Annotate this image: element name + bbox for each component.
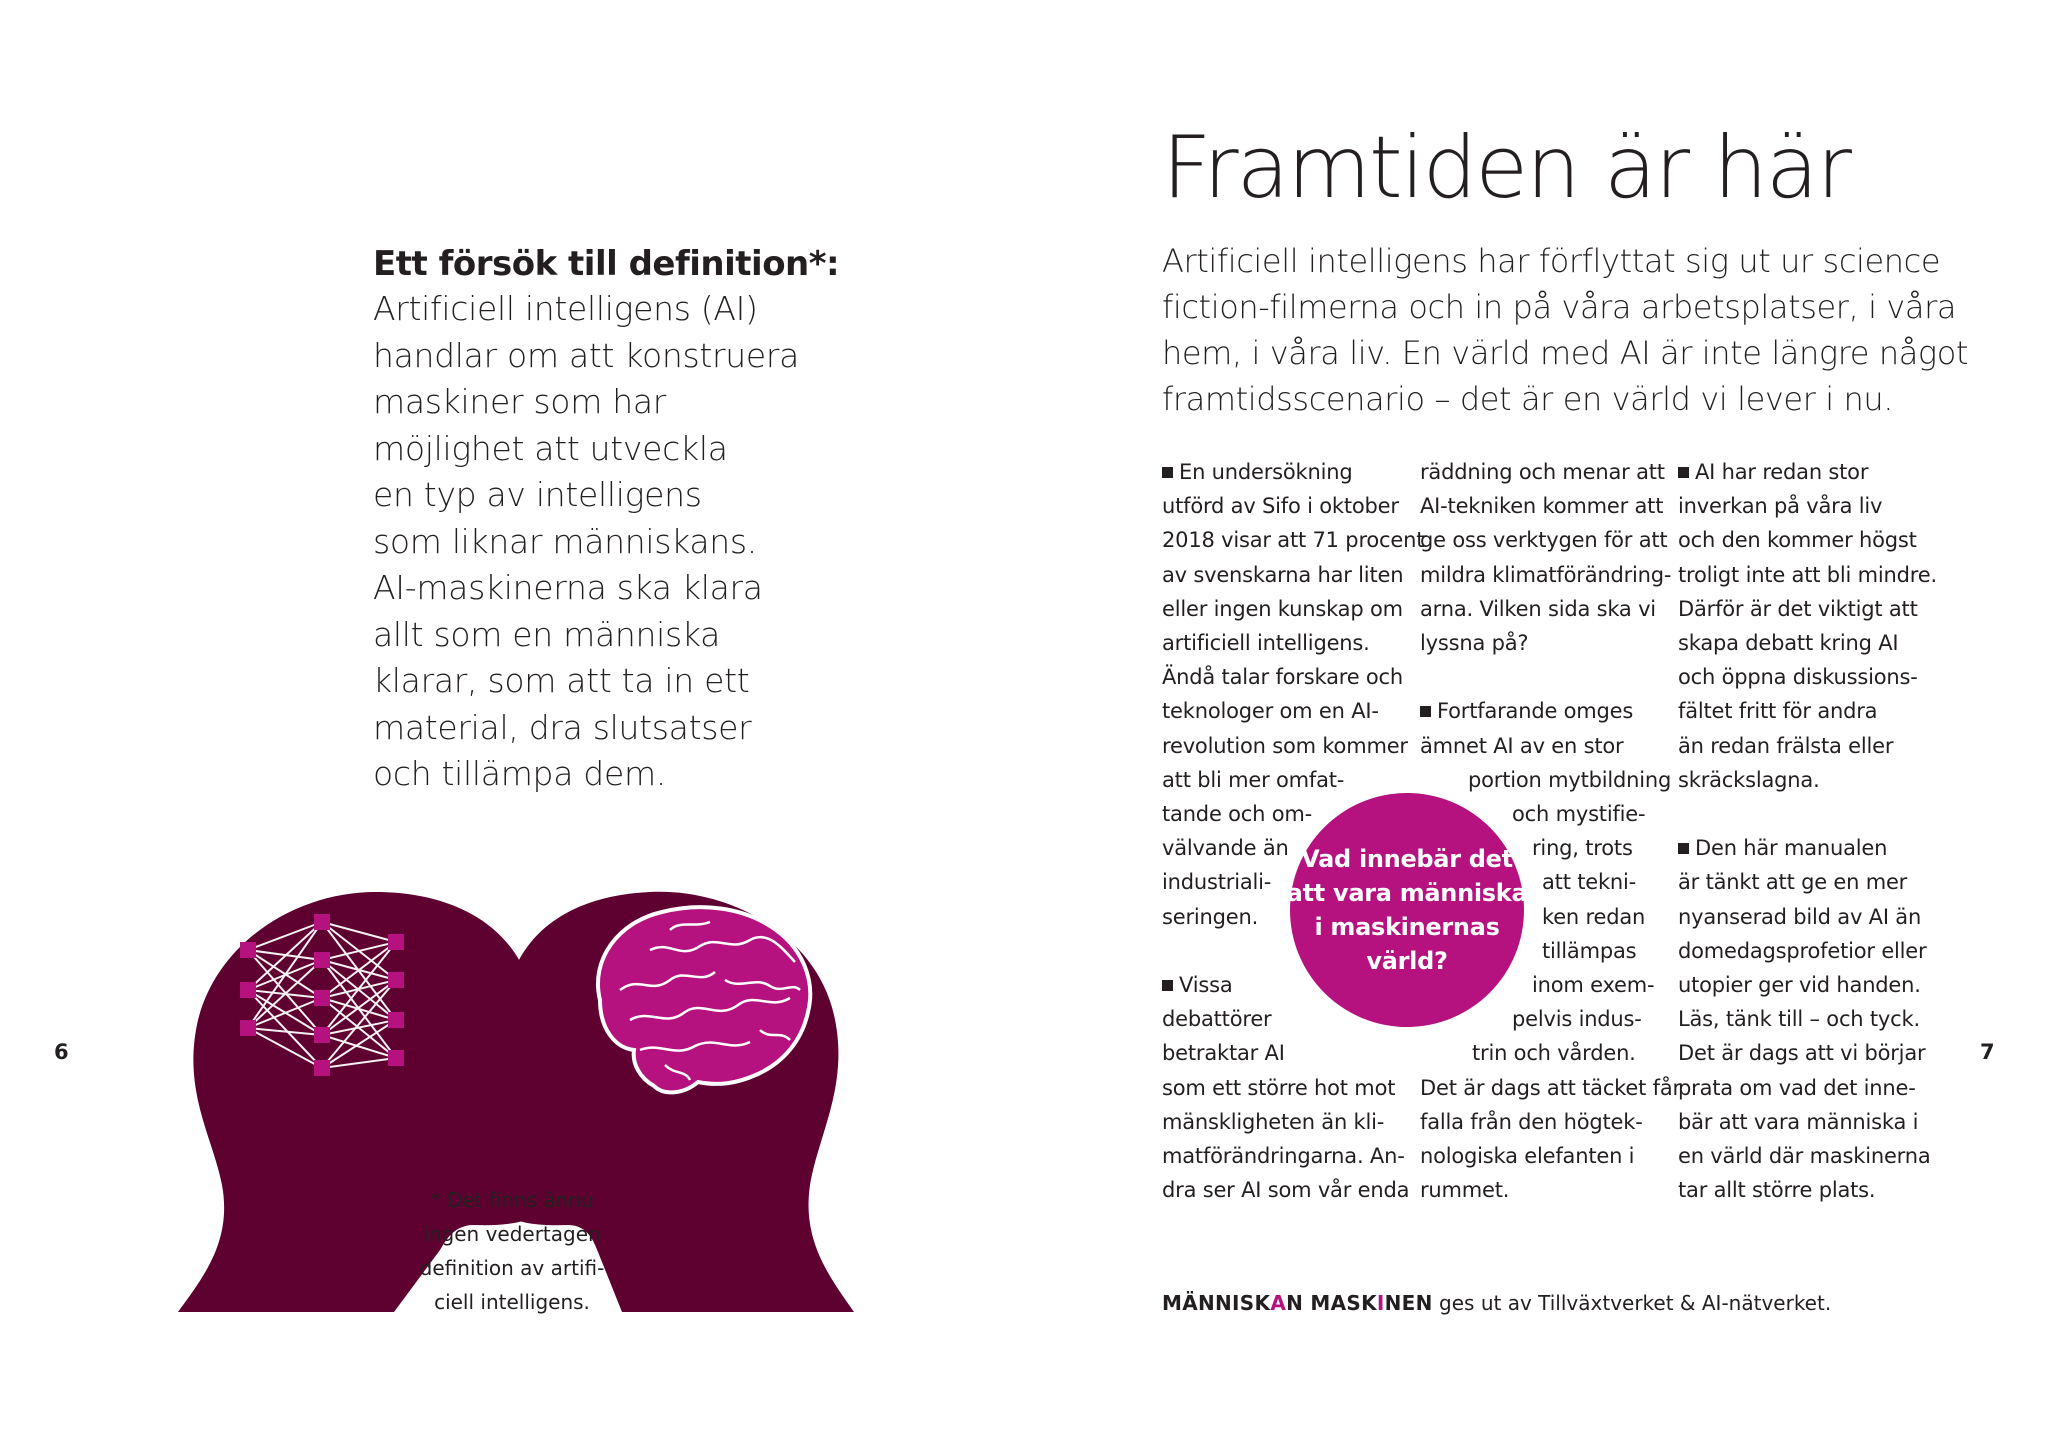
- column-line: [1472, 1041, 1636, 1065]
- column-line-text: troligt inte att bli mindre.: [1678, 562, 1937, 587]
- column-line-text: och den kommer högst: [1678, 528, 1917, 553]
- bullet-marker: [1678, 467, 1689, 478]
- column-line: [1532, 836, 1633, 860]
- column-line-text: En undersökning: [1179, 460, 1353, 484]
- definition-line: material, dra slutsatser: [373, 707, 752, 747]
- definition-line: handlar om att konstruera: [373, 335, 800, 375]
- column-line-text: och mystifie-: [1512, 802, 1646, 826]
- column-line-text: eller ingen kunskap om: [1162, 596, 1403, 621]
- column-line: [1678, 460, 1868, 484]
- column-line: [1678, 699, 1877, 723]
- column-line: [1420, 1076, 1681, 1100]
- column-line: [1420, 1144, 1634, 1168]
- column-line: [1678, 870, 1907, 894]
- column-line: [1678, 1007, 1920, 1031]
- column-line: [1162, 768, 1344, 792]
- column-line: [1162, 1041, 1285, 1065]
- column-line-text: som ett större hot mot: [1162, 1075, 1396, 1100]
- footnote-line: * Det finns ännu: [430, 1188, 594, 1212]
- footnote-line: ciell intelligens.: [434, 1290, 590, 1314]
- footer-brand: MÄNNISKAN MASKINEN: [1162, 1291, 1433, 1315]
- bullet-marker: [1678, 843, 1689, 854]
- column-line-text: falla från den högtek-: [1420, 1109, 1643, 1134]
- column-line-text: domedagsprofetior eller: [1678, 938, 1927, 963]
- column-line: [1678, 905, 1921, 929]
- definition-line: möjlighet att utveckla: [373, 428, 728, 468]
- column-line: [1542, 870, 1636, 894]
- footnote-line: definition av artifi-: [419, 1256, 605, 1280]
- column-line-text: är tänkt att ge en mer: [1678, 870, 1908, 895]
- column-line: [1678, 1110, 1918, 1134]
- bullet-marker: [1162, 980, 1173, 991]
- column-line-text: betraktar AI: [1162, 1041, 1285, 1066]
- column-line-text: dra ser AI som vår enda: [1162, 1178, 1410, 1203]
- column-line: [1678, 528, 1917, 552]
- bullet-marker: [1420, 706, 1431, 717]
- column-line: [1678, 597, 1918, 621]
- column-line-text: inverkan på våra liv: [1678, 494, 1883, 519]
- column-line-text: Läs, tänk till – och tyck.: [1678, 1007, 1920, 1032]
- column-line: [1678, 1144, 1931, 1168]
- definition-line: klarar, som att ta in ett: [373, 661, 750, 700]
- definition-line: Artificiell intelligens (AI): [373, 289, 758, 328]
- column-line: [1420, 460, 1665, 484]
- column-line-text: Därför är det viktigt att: [1678, 596, 1918, 621]
- heads-illustration: [170, 880, 860, 1320]
- column-line-text: en värld där maskinerna: [1678, 1144, 1931, 1168]
- column-line-text: mildra klimatförändring-: [1420, 562, 1672, 587]
- column-line: [1162, 494, 1399, 518]
- column-line: [1678, 1041, 1925, 1065]
- column-line: [1162, 1144, 1405, 1168]
- column-line-text: att bli mer omfat-: [1162, 767, 1345, 792]
- column-line: [1162, 802, 1312, 826]
- column-line: [1162, 665, 1403, 689]
- column-line: [1162, 699, 1379, 723]
- column-line: [1420, 563, 1671, 587]
- column-line: [1420, 734, 1623, 758]
- head-with-brain-icon: [472, 892, 854, 1312]
- column-line-text: seringen.: [1162, 904, 1259, 929]
- column-line-text: inom exem-: [1532, 973, 1655, 997]
- page-number-right: 7: [1980, 1040, 1995, 1064]
- column-line-text: debattörer: [1162, 1007, 1272, 1032]
- column-line: [1678, 768, 1820, 792]
- column-line-text: ring, trots: [1532, 836, 1633, 861]
- column-line: [1678, 836, 1887, 860]
- column-line: [1162, 563, 1403, 587]
- column-line-text: räddning och menar att: [1420, 460, 1665, 484]
- definition-line: maskiner som har: [373, 382, 667, 421]
- pull-quote-line: att vara människa: [1286, 879, 1528, 907]
- column-line: [1678, 494, 1882, 518]
- column-line: [1420, 699, 1633, 723]
- column-line: [1162, 870, 1271, 894]
- column-line-text: och öppna diskussions-: [1678, 665, 1918, 690]
- intro-line: Artificiell intelligens har förflyttat sig ut ur science: [1162, 242, 1941, 280]
- column-line: [1162, 1076, 1395, 1100]
- column-line-text: fältet fritt för andra: [1678, 699, 1878, 724]
- column-line-text: ämnet AI av en stor: [1420, 733, 1624, 758]
- column-line: [1512, 1007, 1642, 1031]
- column-line: [1162, 1178, 1409, 1202]
- pull-quote-line: värld?: [1366, 947, 1448, 975]
- column-line-text: av svenskarna har liten: [1162, 562, 1404, 587]
- column-line-text: teknologer om en AI-: [1162, 699, 1379, 724]
- definition-line: allt som en människa: [373, 614, 721, 654]
- definition-heading: Ett försök till definition*:: [373, 244, 840, 284]
- definition-line: en typ av intelligens: [373, 475, 702, 514]
- pull-quote-line: i maskinernas: [1314, 913, 1500, 941]
- column-line-text: tande och om-: [1162, 802, 1312, 826]
- column-line: [1162, 597, 1403, 621]
- intro-line: hem, i våra liv. En värld med AI är inte längre något: [1162, 334, 1969, 372]
- column-line: [1420, 631, 1528, 655]
- column-line-text: Vissa: [1179, 973, 1233, 997]
- column-line-text: ken redan: [1542, 904, 1646, 929]
- column-line-text: skapa debatt kring AI: [1678, 631, 1899, 655]
- column-line: [1162, 460, 1353, 484]
- column-line-text: artificiell intelligens.: [1162, 631, 1370, 655]
- column-line: [1678, 939, 1926, 963]
- bullet-marker: [1162, 467, 1173, 478]
- column-line-text: 2018 visar att 71 procent: [1162, 528, 1425, 553]
- column-line: [1678, 1178, 1875, 1202]
- footnote-line: ingen vedertagen: [423, 1222, 601, 1246]
- column-line: [1162, 734, 1408, 758]
- definition-line: och tillämpa dem.: [373, 754, 666, 793]
- column-line: [1468, 768, 1671, 792]
- column-line: [1162, 1110, 1384, 1134]
- column-line: [1678, 734, 1893, 758]
- column-line-text: att tekni-: [1542, 870, 1637, 895]
- column-line-text: industriali-: [1162, 870, 1272, 895]
- column-line-text: skräckslagna.: [1678, 767, 1820, 792]
- column-line: [1162, 528, 1424, 552]
- column-line: [1678, 1076, 1916, 1100]
- column-line-text: utförd av Sifo i oktober: [1162, 494, 1399, 519]
- column-line-text: prata om vad det inne-: [1678, 1075, 1916, 1100]
- column-line: [1162, 1007, 1272, 1031]
- page-number-left: 6: [54, 1040, 69, 1064]
- intro-line: framtidsscenario – det är en värld vi lever i nu.: [1162, 380, 1894, 418]
- column-line-text: Ändå talar forskare och: [1162, 665, 1404, 690]
- column-line-text: nologiska elefanten i: [1420, 1144, 1635, 1168]
- column-line-text: Det är dags att vi börjar: [1678, 1041, 1926, 1066]
- page-title: Framtiden är här: [1162, 118, 1850, 218]
- column-line-text: lyssna på?: [1420, 631, 1529, 655]
- column-line: [1542, 905, 1645, 929]
- column-line: [1420, 1178, 1509, 1202]
- column-line-text: tar allt större plats.: [1678, 1178, 1876, 1203]
- column-line: [1512, 802, 1645, 826]
- column-line-text: nyanserad bild av AI än: [1678, 904, 1922, 929]
- column-line: [1678, 665, 1918, 689]
- pull-quote-circle: [1286, 793, 1528, 1027]
- column-line: [1162, 836, 1289, 860]
- column-line: [1420, 528, 1667, 552]
- column-line-text: arna. Vilken sida ska vi: [1420, 596, 1656, 621]
- column-line-text: AI-tekniken kommer att: [1420, 494, 1664, 519]
- column-line-text: utopier ger vid handen.: [1678, 973, 1921, 997]
- definition-line: som liknar människans.: [373, 521, 757, 561]
- column-line-text: Fortfarande omges: [1437, 699, 1634, 724]
- column-line-text: tillämpas: [1542, 938, 1637, 963]
- column-line: [1678, 563, 1937, 587]
- column-line-text: mänskligheten än kli-: [1162, 1109, 1385, 1134]
- column-line: [1542, 939, 1636, 963]
- column-line-text: välvande än: [1162, 836, 1289, 861]
- column-line-text: Det är dags att täcket får: [1420, 1075, 1681, 1100]
- column-line: [1532, 973, 1654, 997]
- column-line: [1162, 973, 1233, 997]
- column-line: [1420, 597, 1656, 621]
- column-line-text: ge oss verktygen för att: [1420, 528, 1668, 553]
- footer: [1162, 1291, 1831, 1315]
- column-line: [1420, 494, 1663, 518]
- column-line-text: revolution som kommer: [1162, 733, 1408, 758]
- column-line-text: rummet.: [1420, 1178, 1510, 1203]
- column-line: [1678, 631, 1898, 655]
- column-line: [1162, 905, 1258, 929]
- intro-line: fiction-filmerna och in på våra arbetsplatser, i våra: [1162, 288, 1957, 326]
- column-line-text: än redan frälsta eller: [1678, 733, 1894, 758]
- column-line-text: Den här manualen: [1695, 836, 1888, 861]
- pull-quote-line: Vad innebär det: [1301, 845, 1513, 873]
- column-line-text: AI har redan stor: [1695, 460, 1869, 484]
- footer-text: ges ut av Tillväxtverket & AI-nätverket.: [1439, 1291, 1832, 1315]
- column-line: [1678, 973, 1921, 997]
- definition-line: AI-maskinerna ska klara: [373, 568, 763, 607]
- column-line-text: matförändringarna. An-: [1162, 1144, 1405, 1168]
- column-line: [1420, 1110, 1643, 1134]
- column-line-text: trin och vården.: [1472, 1041, 1636, 1066]
- column-line: [1162, 631, 1370, 655]
- column-line-text: pelvis indus-: [1512, 1007, 1642, 1032]
- column-line-text: portion mytbildning: [1468, 767, 1672, 792]
- column-line-text: bär att vara människa i: [1678, 1109, 1919, 1134]
